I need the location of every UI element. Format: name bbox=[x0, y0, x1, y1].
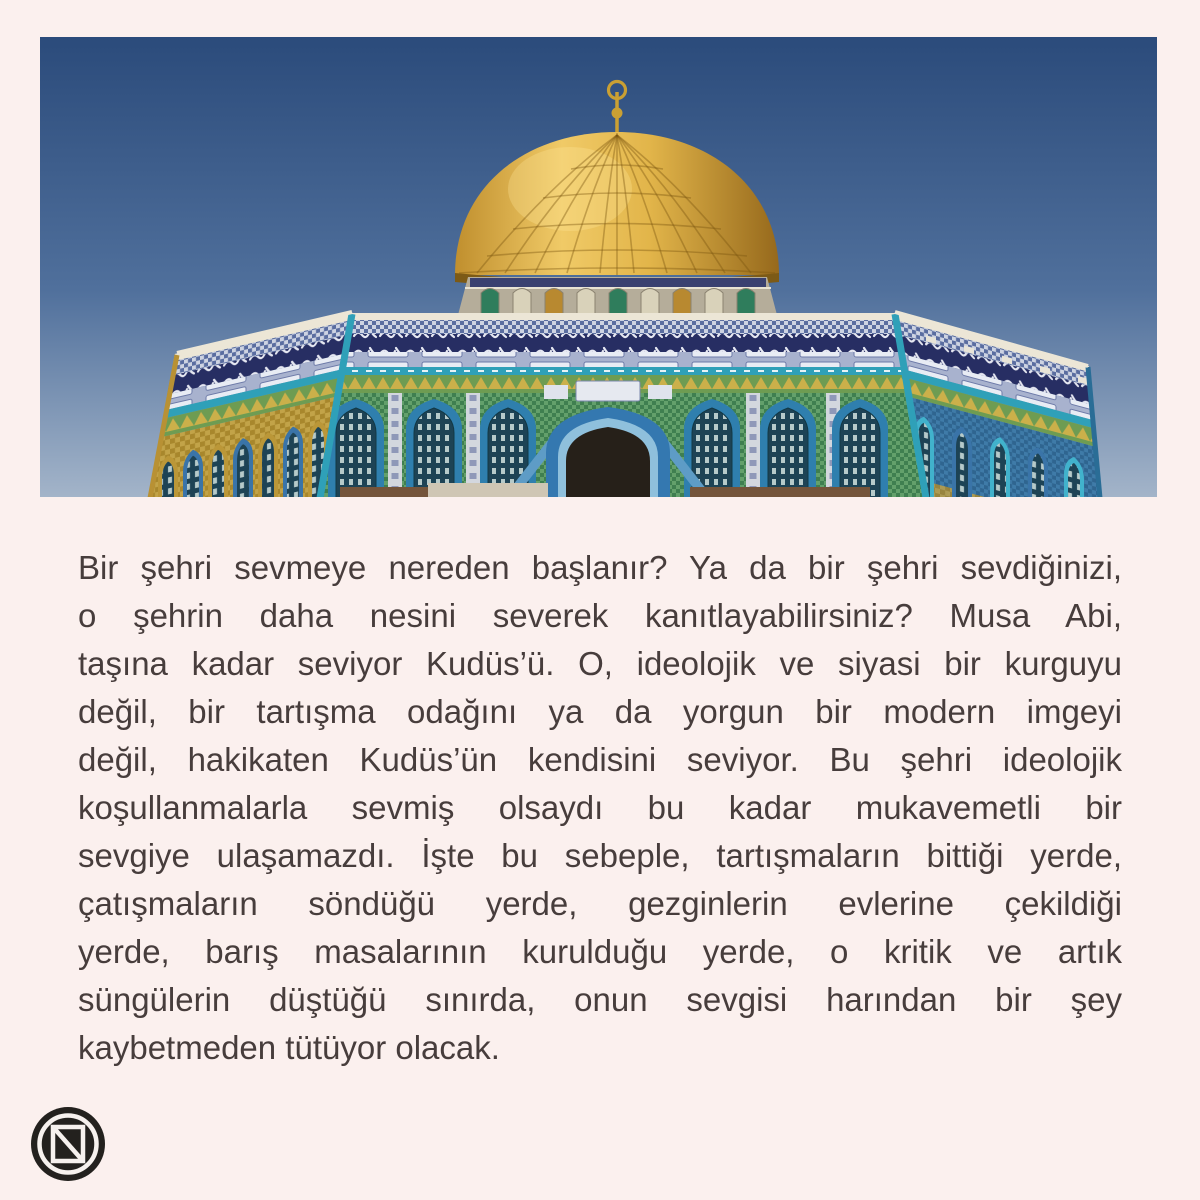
article-line: değil, bir tartışma odağını ya da yorgun bir modern imgeyi bbox=[78, 693, 1122, 730]
publisher-logo-icon bbox=[30, 1106, 106, 1182]
dome-of-the-rock-illustration bbox=[40, 37, 1157, 497]
article-line: taşına kadar seviyor Kudüs’ü. O, ideolojik ve siyasi bir kurguyu bbox=[78, 645, 1122, 682]
article-text bbox=[78, 544, 1122, 1072]
article-line: koşullanmalarla sevmiş olsaydı bu kadar mukavemetli bir bbox=[78, 789, 1122, 826]
article-line: yerde, barış masalarının kurulduğu yerde, o kritik ve artık bbox=[78, 933, 1122, 970]
article-line: Bir şehri sevmeye nereden başlanır? Ya da bir şehri sevdiğinizi, bbox=[78, 549, 1122, 586]
article-line: süngülerin düştüğü sınırda, onun sevgisi harından bir şey bbox=[78, 981, 1122, 1018]
header-photo bbox=[40, 37, 1157, 497]
article-line: değil, hakikaten Kudüs’ün kendisini seviyor. Bu şehri ideolojik bbox=[78, 741, 1122, 778]
article-line: kaybetmeden tütüyor olacak. bbox=[78, 1029, 500, 1066]
article-line: sevgiye ulaşamazdı. İşte bu sebeple, tartışmaların bittiği yerde, bbox=[78, 837, 1122, 874]
tiled-drum bbox=[458, 277, 777, 315]
article-line: çatışmaların söndüğü yerde, gezginlerin evlerine çekildiği bbox=[78, 885, 1122, 922]
article-line: o şehrin daha nesini severek kanıtlayabilirsiniz? Musa Abi, bbox=[78, 597, 1122, 634]
facade-front bbox=[310, 313, 940, 497]
